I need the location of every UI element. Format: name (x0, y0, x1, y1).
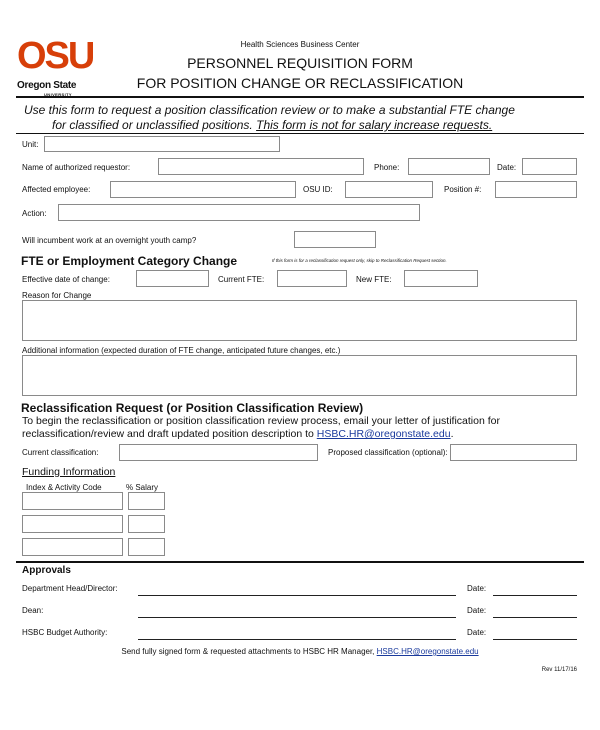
current-classification-input[interactable] (119, 444, 318, 461)
phone-input[interactable] (408, 158, 490, 175)
dean-label: Dean: (22, 606, 44, 615)
funding-col-salary: % Salary (126, 483, 159, 492)
center-name: Health Sciences Business Center (240, 40, 360, 49)
affected-employee-input[interactable] (110, 181, 296, 198)
date-input[interactable] (522, 158, 577, 175)
funding-salary-input-2[interactable] (128, 515, 165, 533)
osu-logo-name: Oregon State (17, 80, 77, 91)
dean-signature-line[interactable] (138, 617, 456, 618)
proposed-classification-input[interactable] (450, 444, 577, 461)
youth-camp-input[interactable] (294, 231, 376, 248)
budget-authority-label: HSBC Budget Authority: (22, 628, 108, 637)
funding-index-input-1[interactable] (22, 492, 123, 510)
budget-authority-date-label: Date: (467, 628, 487, 637)
footer-send-line (0, 647, 600, 656)
affected-employee-label: Affected employee: (22, 185, 91, 194)
intro-divider (16, 133, 584, 134)
effective-date-input[interactable] (136, 270, 209, 287)
footer-send-text: Send fully signed form & requested attachments to HSBC HR Manager, (121, 647, 375, 656)
intro-not-salary-note: This form is not for salary increase requests. (256, 118, 493, 132)
funding-col-index: Index & Activity Code (26, 483, 102, 492)
reclass-email-link[interactable]: HSBC.HR@oregonstate.edu (316, 428, 451, 440)
dean-date-label: Date: (467, 606, 487, 615)
revision-date: Rev 11/17/16 (541, 667, 577, 673)
action-label: Action: (22, 209, 47, 218)
intro-line2-text: for classified or unclassified positions. (52, 118, 253, 132)
funding-heading: Funding Information (22, 466, 116, 478)
form-title-line2: FOR POSITION CHANGE OR RECLASSIFICATION (136, 75, 464, 91)
approvals-heading: Approvals (22, 565, 71, 576)
requestor-label: Name of authorized requestor: (22, 163, 131, 172)
current-fte-input[interactable] (277, 270, 347, 287)
footer-email-link[interactable]: HSBC.HR@oregonstate.edu (376, 647, 479, 656)
additional-info-label: Additional information (expected duration of FTE change, anticipated future changes, etc.) (22, 346, 341, 355)
effective-date-label: Effective date of change: (22, 275, 110, 284)
funding-salary-input-3[interactable] (128, 538, 165, 556)
form-title-line1: PERSONNEL REQUISITION FORM (187, 55, 413, 71)
osu-id-input[interactable] (345, 181, 433, 198)
dept-head-signature-line[interactable] (138, 595, 456, 596)
dept-head-date-label: Date: (467, 584, 487, 593)
reclass-heading: Reclassification Request (or Position Classification Review) (21, 401, 364, 415)
intro-line2 (52, 118, 492, 132)
header-divider (16, 96, 584, 98)
requestor-input[interactable] (158, 158, 364, 175)
funding-salary-input-1[interactable] (128, 492, 165, 510)
intro-line1: Use this form to request a position classification review or to make a substantial FTE change (24, 103, 515, 117)
dept-head-label: Department Head/Director: (22, 584, 118, 593)
budget-authority-date-line[interactable] (493, 639, 577, 640)
current-fte-label: Current FTE: (218, 275, 265, 284)
fte-skip-note: If this form is for a reclassification request only, skip to Reclassification Request section. (272, 258, 447, 263)
additional-info-textarea[interactable] (22, 355, 577, 396)
new-fte-label: New FTE: (356, 275, 392, 284)
dean-date-line[interactable] (493, 617, 577, 618)
osu-logo-mark: OSU (17, 35, 94, 77)
position-number-input[interactable] (495, 181, 577, 198)
funding-index-input-2[interactable] (22, 515, 123, 533)
budget-authority-signature-line[interactable] (138, 639, 456, 640)
osu-logo-sub: UNIVERSITY (44, 92, 73, 97)
reclass-text-line2-text: reclassification/review and draft updated position description to (22, 428, 314, 440)
current-classification-label: Current classification: (22, 448, 99, 457)
youth-camp-label: Will incumbent work at an overnight youth camp? (22, 236, 197, 245)
phone-label: Phone: (374, 163, 400, 172)
reclass-text-line1: To begin the reclassification or position classification review process, email your letter of justification for (22, 415, 500, 427)
reason-label: Reason for Change (22, 291, 92, 300)
osu-id-label: OSU ID: (303, 185, 333, 194)
unit-label: Unit: (22, 140, 39, 149)
reason-textarea[interactable] (22, 300, 577, 341)
fte-heading: FTE or Employment Category Change (21, 254, 238, 268)
date-label: Date: (497, 163, 517, 172)
new-fte-input[interactable] (404, 270, 478, 287)
approvals-divider (16, 561, 584, 563)
position-number-label: Position #: (444, 185, 482, 194)
proposed-classification-label: Proposed classification (optional): (328, 448, 448, 457)
unit-input[interactable] (44, 136, 280, 152)
reclass-text-line2: reclassification/review and draft updated position description to HSBC.HR@oregonstate.edu. (22, 428, 454, 440)
action-input[interactable] (58, 204, 420, 221)
funding-index-input-3[interactable] (22, 538, 123, 556)
dept-head-date-line[interactable] (493, 595, 577, 596)
